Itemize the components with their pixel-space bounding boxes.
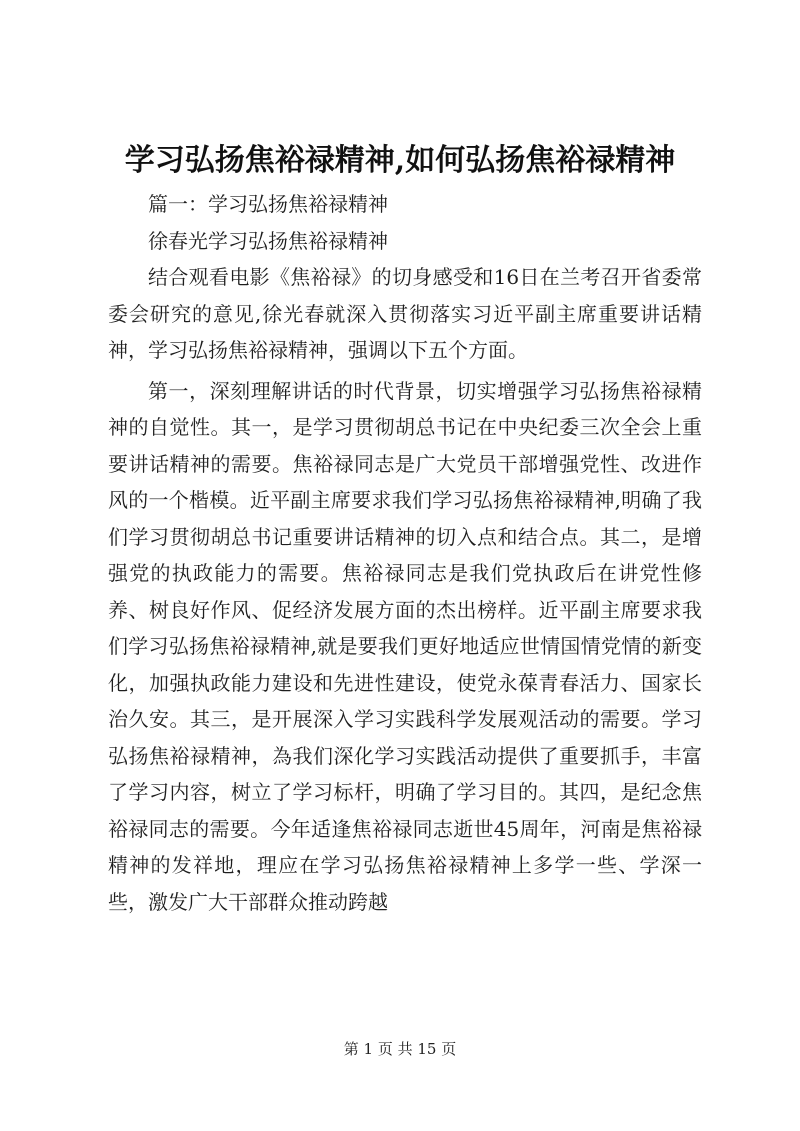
page-footer: 第 1 页 共 15 页 <box>343 1040 457 1058</box>
paragraph: 结合观看电影《焦裕禄》的切身感受和16日在兰考召开省委常委会研究的意见,徐光春就深入贯彻落实习近平副主席重要讲话精神，学习弘扬焦裕禄精神，强调以下五个方面。 <box>108 265 702 362</box>
document-title: 学习弘扬焦裕禄精神,如何弘扬焦裕禄精神 <box>124 143 676 178</box>
paragraph: 第一，深刻理解讲话的时代背景，切实增强学习弘扬焦裕禄精神的自觉性。其一，是学习贯彻胡总书记在中央纪委三次全会上重要讲话精神的需要。焦裕禄同志是广大党员干部增强党性、改进作风的一个楷模。近平副主席要求我们学习弘扬焦裕禄精神,明确了我们学习贯彻胡总书记重要讲话精神的切入点和结合点。其二，是增强党的执政能力的需要。焦裕禄同志是我们党执政后在讲党性修养、树良好作风、促经济发展方面的杰出榜样。近平副主席要求我们学习弘扬焦裕禄精神,就是要我们更好地适应世情国情党情的新变化，加强执政能力建设和先进性建设，使党永葆青春活力、国家长治久安。其三，是开展深入学习实践科学发展观活动的需要。学习弘扬焦裕禄精神，為我们深化学习实践活动提供了重要抓手，丰富了学习内容，树立了学习标杆，明确了学习目的。其四，是纪念焦裕禄同志的需要。今年适逢焦裕禄同志逝世45周年，河南是焦裕禄精神的发祥地，理应在学习弘扬焦裕禄精神上多学一些、学深一些，激发广大干部群众推动跨越 <box>108 378 702 914</box>
paragraph: 徐春光学习弘扬焦裕禄精神 <box>148 228 388 253</box>
document-body <box>108 186 702 920</box>
section-heading: 篇一：学习弘扬焦裕禄精神 <box>148 192 388 216</box>
